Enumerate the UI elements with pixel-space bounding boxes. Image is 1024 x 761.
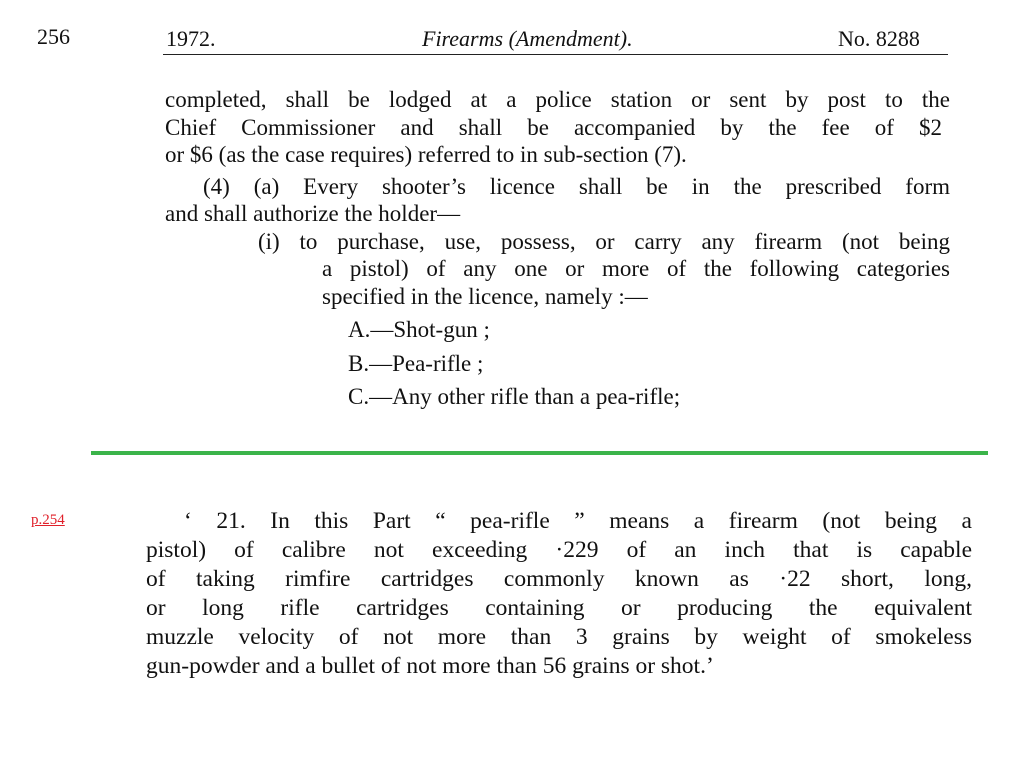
text-line: or $6 (as the case requires) referred to in sub-section (7). xyxy=(165,142,687,167)
text-line: (i) to purchase, use, possess, or carry any firearm (not being xyxy=(258,228,950,254)
text-line: (4) (a) Every shooter’s licence shall be in the prescribed form xyxy=(203,173,950,199)
text-line: B.—Pea-rifle ; xyxy=(348,350,484,376)
section-divider xyxy=(91,451,988,455)
text-line: pistol) of calibre not exceeding ·229 of an inch that is capable xyxy=(146,537,972,563)
act-number: No. 8288 xyxy=(838,26,920,51)
text-line: of taking rimfire cartridges commonly known as ·22 short, long, xyxy=(146,566,972,592)
page-reference-link[interactable]: p.254 xyxy=(31,512,65,528)
text-line: gun-powder and a bullet of not more than 56 grains or shot.’ xyxy=(146,653,714,679)
text-line: muzzle velocity of not more than 3 grains by weight of smokeless xyxy=(146,624,972,650)
text-line: completed, shall be lodged at a police station or sent by post to the xyxy=(165,87,950,112)
upper-text-block xyxy=(165,86,950,411)
act-title: Firearms (Amendment). xyxy=(422,26,633,51)
text-line: or long rifle cartridges containing or producing the equivalent xyxy=(146,595,972,621)
text-line: ‘ 21. In this Part “ pea-rifle ” means a firearm (not being a xyxy=(184,508,972,534)
page-number: 256 xyxy=(37,24,70,49)
text-line: and shall authorize the holder— xyxy=(165,201,461,226)
text-line: A.—Shot-gun ; xyxy=(348,317,490,342)
text-line: C.—Any other rifle than a pea-rifle; xyxy=(348,384,681,409)
lower-text-block xyxy=(146,507,972,681)
text-line: a pistol) of any one or more of the following categories xyxy=(322,256,950,281)
text-line: Chief Commissioner and shall be accompanied by the fee of $2 xyxy=(165,114,942,140)
text-line: specified in the licence, namely :— xyxy=(322,283,648,309)
act-year: 1972. xyxy=(166,26,216,51)
header-rule xyxy=(163,54,948,55)
